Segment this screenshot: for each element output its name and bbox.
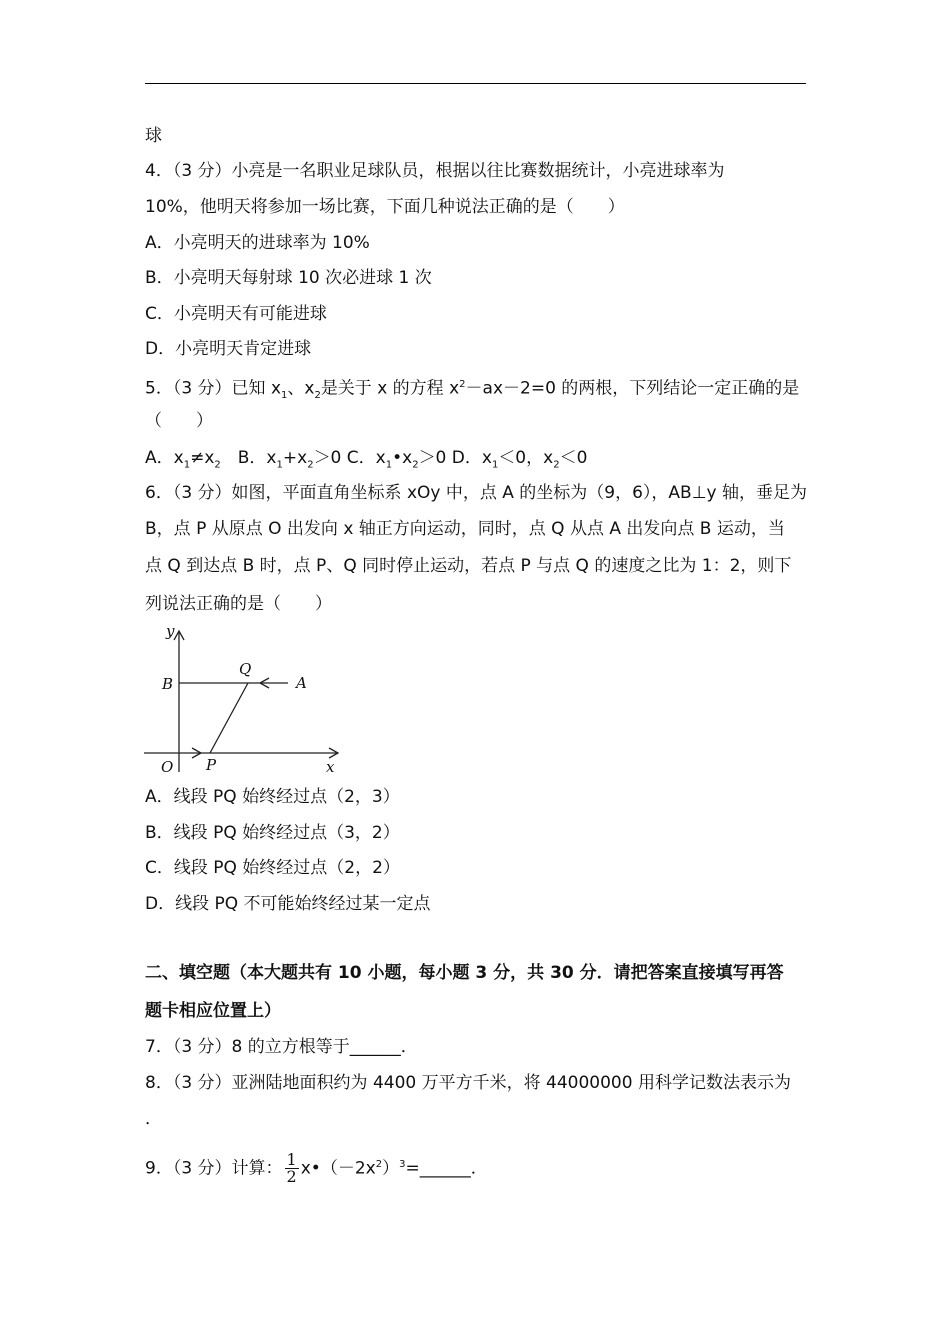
q5-stem-line2: （ ） [145,411,213,431]
label-b: B [162,675,174,693]
q6-option-a: A．线段 PQ 始终经过点（2，3） [145,787,400,807]
header-rule [145,83,806,84]
q4-stem-line1: 4．（3 分）小亮是一名职业足球队员，根据以往比赛数据统计，小亮进球率为 [145,161,725,181]
q5-option-text: ＞0 C．x [313,448,386,468]
q6-option-c: C．线段 PQ 始终经过点（2，2） [145,858,400,878]
subscript: 2 [314,390,321,402]
q5-option-text: ≠x [190,448,215,468]
coordinate-figure [140,622,350,778]
fraction-one-half [285,1152,299,1185]
subscript: 2 [553,459,560,471]
superscript: 2 [375,1159,383,1170]
fraction-denominator: 2 [286,1167,297,1187]
q4-option-a: A．小亮明天的进球率为 10% [145,233,370,253]
section-2-heading-line1: 二、填空题（本大题共有 10 小题，每小题 3 分，共 30 分．请把答案直接填写再答 [145,963,784,983]
label-o: O [161,758,174,776]
label-p: P [206,756,217,774]
q5-option-text: •x [392,448,413,468]
q5-text: 5．（3 分）已知 x [145,378,281,399]
q5-option-text: ＜0 [559,448,588,468]
label-q: Q [239,660,252,678]
q5-text: 、x [287,378,315,399]
label-x: x [326,758,335,776]
q5-option-text: A．x [145,448,184,468]
subscript: 2 [307,459,314,471]
q9 [145,1148,488,1186]
q6-stem-line4: 列说法正确的是（ ） [145,594,332,614]
q6-option-b: B．线段 PQ 始终经过点（3，2） [145,823,400,843]
label-a: A [296,674,307,692]
q4-option-b: B．小亮明天每射球 10 次必进球 1 次 [145,268,432,288]
subscript: 1 [491,459,499,471]
q8-line1: 8．（3 分）亚洲陆地面积约为 4400 万平方千米，将 44000000 用科学记数法表示为 [145,1073,791,1093]
q5-text: －ax－2=0 的两根，下列结论一定正确的是 [465,378,800,399]
continued-text: 球 [145,126,162,146]
q4-stem-line2: 10%，他明天将参加一场比赛，下面几种说法正确的是（ ） [145,197,625,217]
q5-option-text: +x [282,448,308,468]
q6-stem-line2: B，点 P 从原点 O 出发向 x 轴正方向运动，同时，点 Q 从点 A 出发向点 B 运动，当 [145,519,785,539]
fraction-numerator: 1 [286,1150,297,1170]
q6-stem-line3: 点 Q 到达点 B 时，点 P、Q 同时停止运动，若点 P 与点 Q 的速度之比为 1：2，则下 [145,556,792,576]
q6-option-d: D．线段 PQ 不可能始终经过某一定点 [145,894,431,914]
q6-stem-line1: 6．（3 分）如图，平面直角坐标系 xOy 中，点 A 的坐标为（9，6），AB⊥y 轴，垂足为 [145,483,807,503]
label-y: y [166,622,175,640]
q4-option-c: C．小亮明天有可能进球 [145,304,327,324]
segment-pq [210,683,248,753]
q5-text: 是关于 x 的方程 x [320,378,460,399]
section-2-heading-line2: 题卡相应位置上） [145,1001,281,1021]
q5-option-text: ＞0 D．x [418,448,492,468]
q4-option-d: D．小亮明天肯定进球 [145,339,312,359]
q5-options [145,447,587,476]
q9-text: ） [382,1158,400,1179]
q5-stem-line1 [145,374,799,407]
subscript: 1 [276,459,283,471]
q5-option-text: B．x [220,448,277,468]
subscript: 2 [214,459,221,471]
q5-option-text: ＜0，x [498,448,554,468]
superscript: 3 [399,1159,406,1170]
q7: 7．（3 分）8 的立方根等于______． [145,1037,418,1057]
subscript: 1 [281,390,288,402]
q9-text: x•（－2x [300,1158,376,1179]
q8-line2: ． [145,1109,162,1129]
subscript: 1 [183,459,191,471]
superscript: 2 [459,379,466,390]
q9-text: 9．（3 分）计算： [145,1158,283,1179]
subscript: 1 [385,459,393,471]
q9-text: =______． [405,1158,488,1179]
subscript: 2 [412,459,419,471]
